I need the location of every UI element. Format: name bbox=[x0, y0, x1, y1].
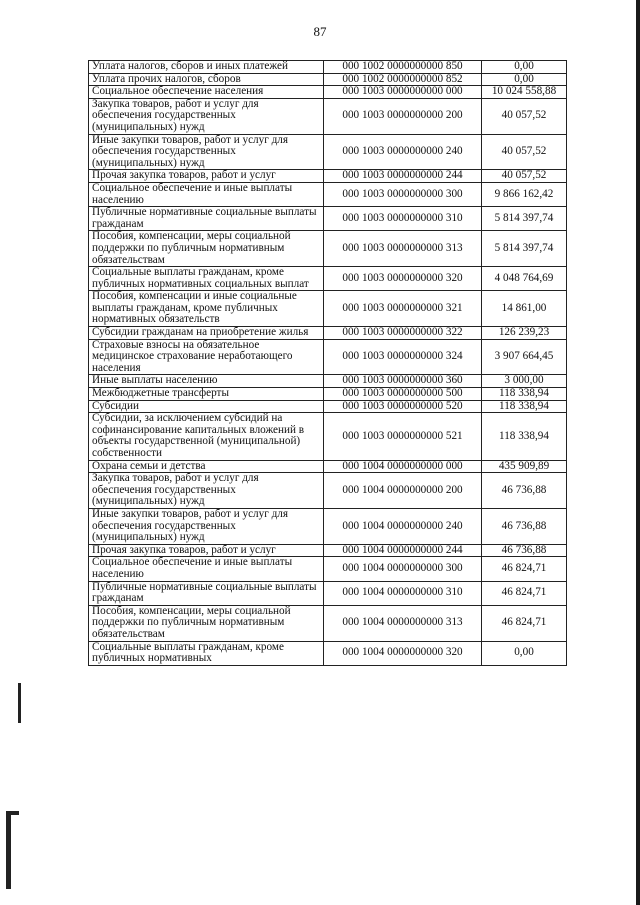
row-name-cell: Страховые взносы на обязательное медицинское страхование неработающего населения bbox=[89, 339, 324, 375]
row-code-cell: 000 1004 0000000000 310 bbox=[324, 581, 482, 605]
row-sum-cell: 40 057,52 bbox=[482, 134, 567, 170]
row-code-cell: 000 1003 0000000000 313 bbox=[324, 231, 482, 267]
row-name-cell: Межбюджетные трансферты bbox=[89, 388, 324, 401]
scan-margin-mark bbox=[18, 683, 21, 723]
table-row bbox=[89, 182, 567, 206]
row-code-cell: 000 1003 0000000000 324 bbox=[324, 339, 482, 375]
row-name-cell: Социальное обеспечение и иные выплаты населению bbox=[89, 182, 324, 206]
row-sum-cell: 14 861,00 bbox=[482, 291, 567, 327]
row-name-cell: Социальные выплаты гражданам, кроме публичных нормативных bbox=[89, 641, 324, 665]
row-name-cell: Прочая закупка товаров, работ и услуг bbox=[89, 544, 324, 557]
row-name-cell: Субсидии, за исключением субсидий на софинансирование капитальных вложений в объекты государственной (муниципальной) собственности bbox=[89, 413, 324, 460]
row-name-cell: Социальные выплаты гражданам, кроме публичных нормативных социальных выплат bbox=[89, 267, 324, 291]
row-name-cell: Иные выплаты населению bbox=[89, 375, 324, 388]
table-row bbox=[89, 134, 567, 170]
row-sum-cell: 46 824,71 bbox=[482, 605, 567, 641]
table-row bbox=[89, 170, 567, 183]
table-row bbox=[89, 508, 567, 544]
row-sum-cell: 126 239,23 bbox=[482, 327, 567, 340]
row-code-cell: 000 1003 0000000000 521 bbox=[324, 413, 482, 460]
row-sum-cell: 118 338,94 bbox=[482, 388, 567, 401]
row-name-cell: Охрана семьи и детства bbox=[89, 460, 324, 473]
row-sum-cell: 3 907 664,45 bbox=[482, 339, 567, 375]
row-name-cell: Прочая закупка товаров, работ и услуг bbox=[89, 170, 324, 183]
table-row bbox=[89, 86, 567, 99]
table-row bbox=[89, 581, 567, 605]
row-name-cell: Субсидии bbox=[89, 400, 324, 413]
row-code-cell: 000 1004 0000000000 000 bbox=[324, 460, 482, 473]
row-code-cell: 000 1002 0000000000 852 bbox=[324, 73, 482, 86]
row-name-cell: Пособия, компенсации и иные социальные выплаты гражданам, кроме публичных нормативных обязательств bbox=[89, 291, 324, 327]
row-code-cell: 000 1003 0000000000 321 bbox=[324, 291, 482, 327]
table-row bbox=[89, 327, 567, 340]
table-row bbox=[89, 98, 567, 134]
row-code-cell: 000 1003 0000000000 244 bbox=[324, 170, 482, 183]
row-name-cell: Публичные нормативные социальные выплаты гражданам bbox=[89, 581, 324, 605]
row-sum-cell: 118 338,94 bbox=[482, 400, 567, 413]
row-code-cell: 000 1003 0000000000 322 bbox=[324, 327, 482, 340]
budget-table bbox=[88, 60, 567, 666]
row-sum-cell: 118 338,94 bbox=[482, 413, 567, 460]
row-name-cell: Иные закупки товаров, работ и услуг для обеспечения государственных (муниципальных) нужд bbox=[89, 508, 324, 544]
scan-edge-shadow bbox=[636, 0, 640, 905]
row-code-cell: 000 1003 0000000000 360 bbox=[324, 375, 482, 388]
row-name-cell: Уплата прочих налогов, сборов bbox=[89, 73, 324, 86]
table-row bbox=[89, 375, 567, 388]
row-code-cell: 000 1002 0000000000 850 bbox=[324, 61, 482, 74]
row-name-cell: Публичные нормативные социальные выплаты гражданам bbox=[89, 207, 324, 231]
row-code-cell: 000 1003 0000000000 500 bbox=[324, 388, 482, 401]
table-row bbox=[89, 291, 567, 327]
row-code-cell: 000 1004 0000000000 300 bbox=[324, 557, 482, 581]
row-name-cell: Иные закупки товаров, работ и услуг для обеспечения государственных (муниципальных) нужд bbox=[89, 134, 324, 170]
row-sum-cell: 46 736,88 bbox=[482, 544, 567, 557]
table-row bbox=[89, 460, 567, 473]
row-sum-cell: 46 736,88 bbox=[482, 473, 567, 509]
row-code-cell: 000 1003 0000000000 310 bbox=[324, 207, 482, 231]
row-name-cell: Закупка товаров, работ и услуг для обеспечения государственных (муниципальных) нужд bbox=[89, 98, 324, 134]
row-name-cell: Пособия, компенсации, меры социальной поддержки по публичным нормативным обязательствам bbox=[89, 605, 324, 641]
table-row bbox=[89, 400, 567, 413]
table-row bbox=[89, 231, 567, 267]
row-code-cell: 000 1003 0000000000 240 bbox=[324, 134, 482, 170]
table-row bbox=[89, 207, 567, 231]
row-sum-cell: 40 057,52 bbox=[482, 98, 567, 134]
row-sum-cell: 10 024 558,88 bbox=[482, 86, 567, 99]
row-code-cell: 000 1003 0000000000 320 bbox=[324, 267, 482, 291]
row-sum-cell: 46 824,71 bbox=[482, 557, 567, 581]
row-code-cell: 000 1004 0000000000 320 bbox=[324, 641, 482, 665]
row-sum-cell: 5 814 397,74 bbox=[482, 231, 567, 267]
row-code-cell: 000 1003 0000000000 000 bbox=[324, 86, 482, 99]
table-row bbox=[89, 473, 567, 509]
scan-margin-bracket-top bbox=[6, 811, 19, 815]
budget-table-body bbox=[89, 61, 567, 666]
table-row bbox=[89, 557, 567, 581]
table-row bbox=[89, 605, 567, 641]
row-name-cell: Субсидии гражданам на приобретение жилья bbox=[89, 327, 324, 340]
page-number: 87 bbox=[313, 24, 327, 39]
table-row bbox=[89, 641, 567, 665]
row-code-cell: 000 1004 0000000000 313 bbox=[324, 605, 482, 641]
table-row bbox=[89, 388, 567, 401]
row-code-cell: 000 1004 0000000000 240 bbox=[324, 508, 482, 544]
row-name-cell: Закупка товаров, работ и услуг для обеспечения государственных (муниципальных) нужд bbox=[89, 473, 324, 509]
row-sum-cell: 0,00 bbox=[482, 73, 567, 86]
table-row bbox=[89, 413, 567, 460]
row-sum-cell: 0,00 bbox=[482, 641, 567, 665]
table-row bbox=[89, 61, 567, 74]
row-sum-cell: 46 736,88 bbox=[482, 508, 567, 544]
row-sum-cell: 9 866 162,42 bbox=[482, 182, 567, 206]
row-sum-cell: 3 000,00 bbox=[482, 375, 567, 388]
row-name-cell: Социальное обеспечение и иные выплаты населению bbox=[89, 557, 324, 581]
row-code-cell: 000 1004 0000000000 200 bbox=[324, 473, 482, 509]
row-sum-cell: 0,00 bbox=[482, 61, 567, 74]
row-code-cell: 000 1003 0000000000 300 bbox=[324, 182, 482, 206]
row-sum-cell: 435 909,89 bbox=[482, 460, 567, 473]
row-code-cell: 000 1003 0000000000 200 bbox=[324, 98, 482, 134]
row-name-cell: Уплата налогов, сборов и иных платежей bbox=[89, 61, 324, 74]
row-sum-cell: 46 824,71 bbox=[482, 581, 567, 605]
table-row bbox=[89, 267, 567, 291]
table-row bbox=[89, 73, 567, 86]
row-sum-cell: 4 048 764,69 bbox=[482, 267, 567, 291]
row-name-cell: Пособия, компенсации, меры социальной поддержки по публичным нормативным обязательствам bbox=[89, 231, 324, 267]
row-sum-cell: 5 814 397,74 bbox=[482, 207, 567, 231]
table-row bbox=[89, 339, 567, 375]
row-sum-cell: 40 057,52 bbox=[482, 170, 567, 183]
row-code-cell: 000 1003 0000000000 520 bbox=[324, 400, 482, 413]
scan-margin-bracket bbox=[6, 811, 11, 889]
row-code-cell: 000 1004 0000000000 244 bbox=[324, 544, 482, 557]
table-row bbox=[89, 544, 567, 557]
row-name-cell: Социальное обеспечение населения bbox=[89, 86, 324, 99]
